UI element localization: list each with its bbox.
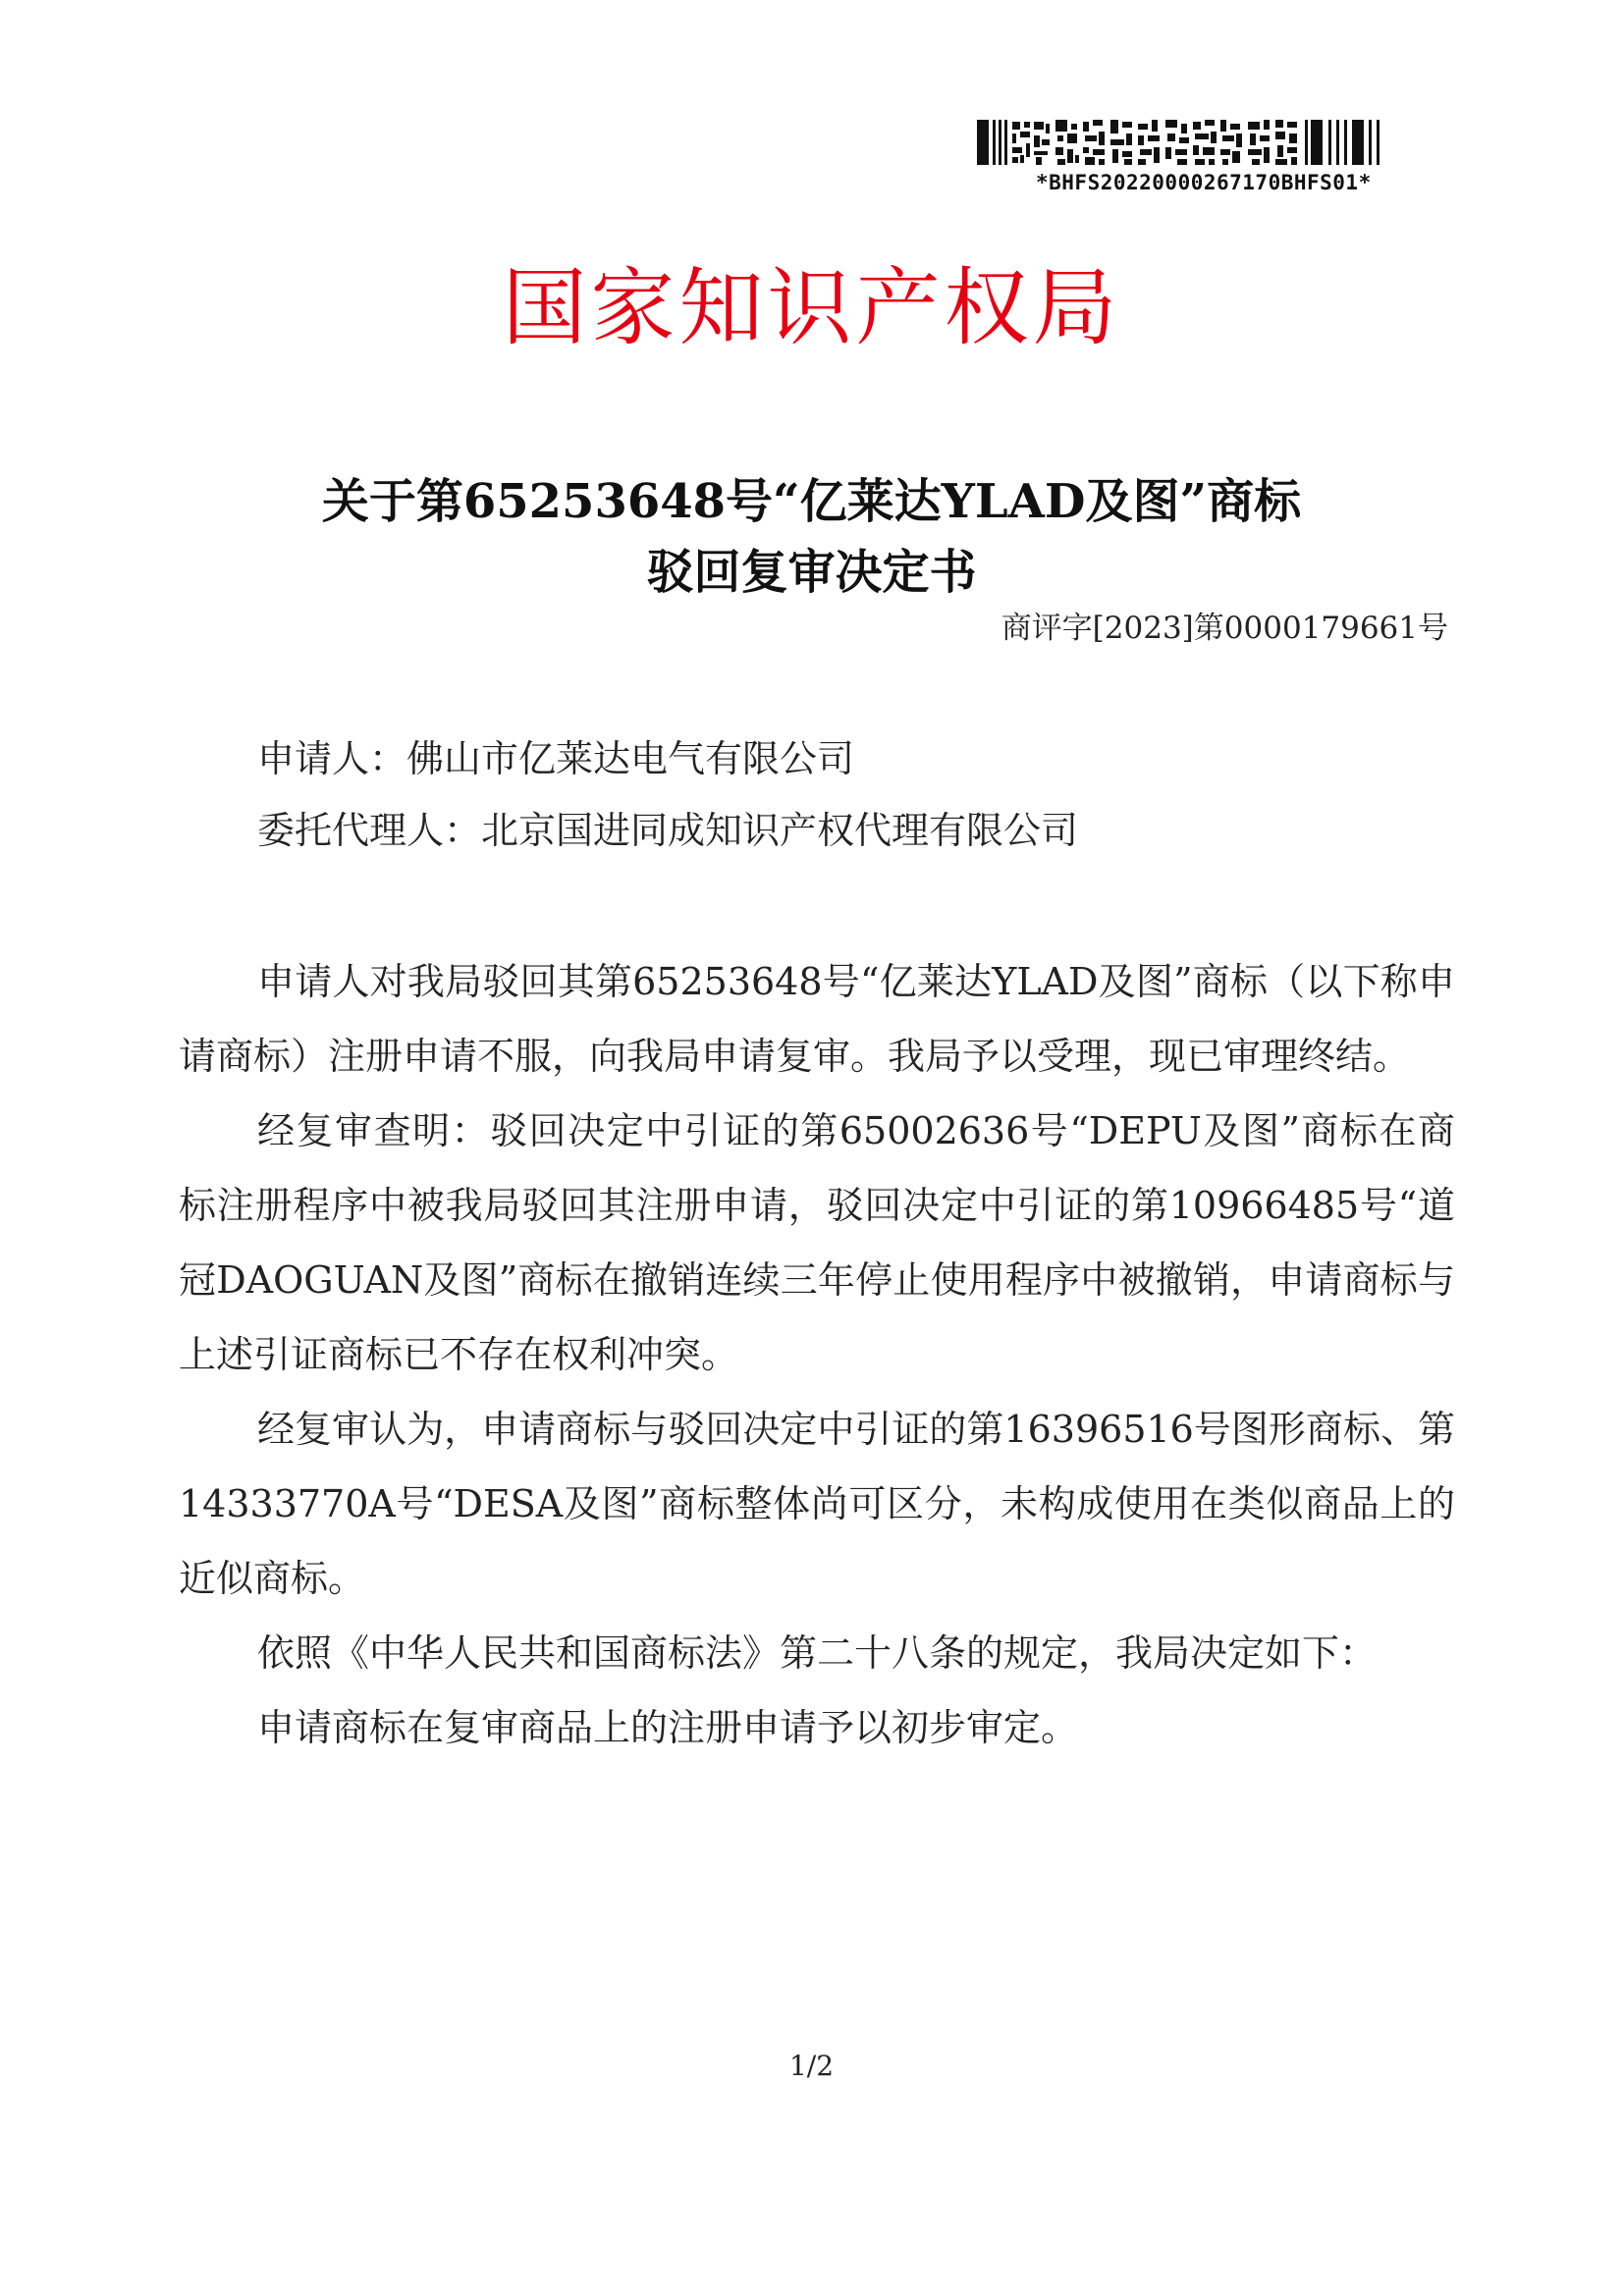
page-number: 1/2 <box>788 2050 835 2082</box>
body-paragraph: 经复审查明：驳回决定中引证的第65002636号“DEPU及图”商标在商标注册程序中被我局驳回其注册申请，驳回决定中引证的第10966485号“道冠DAOGUAN及图”商标在撤销连续三年停止使用程序中被撤销，申请商标与上述引证商标已不存在权利冲突。 <box>179 1109 1455 1376</box>
body-paragraph: 依照《中华人民共和国商标法》第二十八条的规定，我局决定如下： <box>257 1631 1378 1675</box>
barcode <box>977 120 1381 165</box>
document-title-line-1: 关于第65253648号“亿莱达YLAD及图”商标 <box>321 474 1302 529</box>
barcode-text: *BHFS20220000267170BHFS01* <box>1036 171 1372 194</box>
document-number: 商评字[2023]第0000179661号 <box>1001 611 1448 646</box>
decision-body <box>179 944 1455 1765</box>
issuing-agency-header: 国家知识产权局 <box>502 259 1121 357</box>
document-title-line-2: 驳回复审决定书 <box>646 545 977 600</box>
body-paragraph: 申请商标在复审商品上的注册申请予以初步审定。 <box>257 1706 1079 1749</box>
agent-line: 委托代理人：北京国进同成知识产权代理有限公司 <box>257 809 1079 852</box>
body-paragraph: 申请人对我局驳回其第65253648号“亿莱达YLAD及图”商标（以下称申请商标）注册申请不服，向我局申请复审。我局予以受理，现已审理终结。 <box>179 960 1455 1078</box>
applicant-line: 申请人：佛山市亿莱达电气有限公司 <box>257 737 855 780</box>
body-paragraph: 经复审认为，申请商标与驳回决定中引证的第16396516号图形商标、第14333770A号“DESA及图”商标整体尚可区分，未构成使用在类似商品上的近似商标。 <box>179 1408 1455 1600</box>
